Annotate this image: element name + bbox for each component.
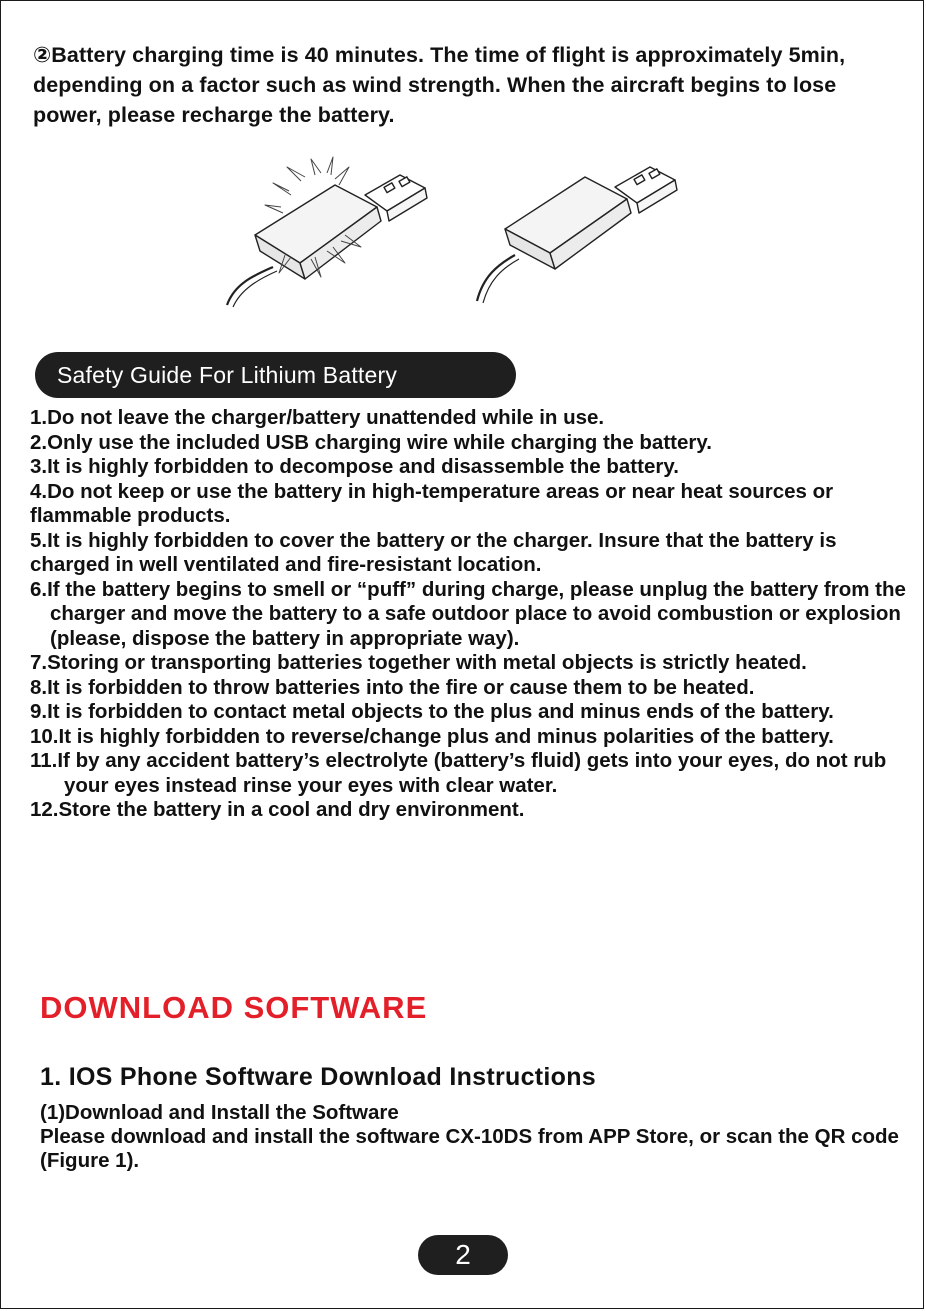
list-item: 4.Do not keep or use the battery in high-temperature areas or near heat sources or flammable products. <box>30 479 834 527</box>
safety-guide-heading: Safety Guide For Lithium Battery <box>35 352 516 398</box>
safety-rules-list <box>30 406 916 823</box>
list-item: 5.It is highly forbidden to cover the battery or the charger. Insure that the battery is charged in well ventilated and fire-resistant location. <box>30 528 837 576</box>
list-item: 10.It is highly forbidden to reverse/change plus and minus polarities of the battery. <box>30 724 834 748</box>
list-item: 11.If by any accident battery’s electrolyte (battery’s fluid) gets into your eyes, do not rub your eyes instead rinse your eyes with clear water. <box>30 749 887 797</box>
usb-charger-illustration <box>215 155 685 315</box>
list-item: 8.It is forbidden to throw batteries into the fire or cause them to be heated. <box>30 675 755 699</box>
list-item: 9.It is forbidden to contact metal objects to the plus and minus ends of the battery. <box>30 700 834 723</box>
charging-info-paragraph <box>33 40 903 130</box>
charging-info-text: ②Battery charging time is 40 minutes. The time of flight is approximately 5min, depending on a factor such as wind strength. When the aircraft begins to lose power, please recharge the battery. <box>33 43 846 127</box>
page-number: 2 <box>418 1235 508 1275</box>
usb-charger-icon <box>477 167 677 303</box>
step-title: (1)Download and Install the Software <box>40 1101 399 1124</box>
ios-download-instructions <box>40 1101 900 1173</box>
download-software-title: DOWNLOAD SOFTWARE <box>40 990 428 1025</box>
step-body: Please download and install the software CX-10DS from APP Store, or scan the QR code (Figure 1). <box>40 1125 899 1172</box>
list-item: 12.Store the battery in a cool and dry environment. <box>30 798 525 821</box>
list-item: 3.It is highly forbidden to decompose and disassemble the battery. <box>30 455 679 478</box>
ios-download-heading: 1. IOS Phone Software Download Instructions <box>40 1063 597 1091</box>
list-item: 2.Only use the included USB charging wire while charging the battery. <box>30 430 712 454</box>
list-item: 6.If the battery begins to smell or “puff” during charge, please unplug the battery from the charger and move the battery to a safe outdoor place to avoid combustion or explosion (please, dispose the battery in appropriate way). <box>30 577 906 650</box>
list-item: 1.Do not leave the charger/battery unattended while in use. <box>30 406 605 429</box>
usb-charger-glowing-icon <box>227 157 427 307</box>
list-item: 7.Storing or transporting batteries together with metal objects is strictly heated. <box>30 651 807 674</box>
